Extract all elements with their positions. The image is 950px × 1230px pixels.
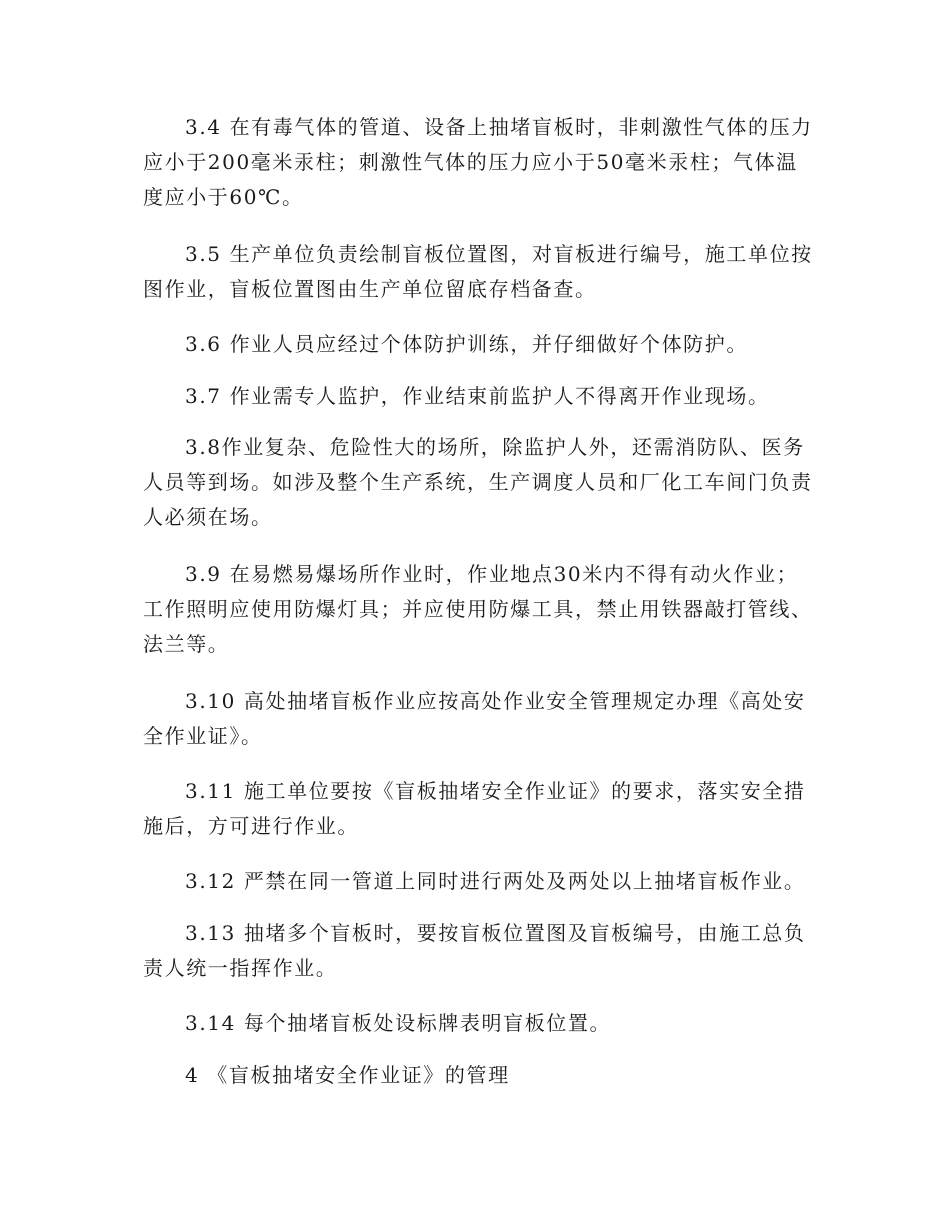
paragraph-3-6: 3.6 作业人员应经过个体防护训练，并仔细做好个体防护。 <box>185 332 748 356</box>
paragraph-3-14: 3.14 每个抽堵盲板处设标牌表明盲板位置。 <box>185 1011 612 1035</box>
paragraph-3-10: 3.10 高处抽堵盲板作业应按高处作业安全管理规定办理《高处安全作业证》。 <box>143 689 806 748</box>
paragraph-3-11: 3.11 施工单位要按《盲板抽堵安全作业证》的要求，落实安全措施后，方可进行作业。 <box>143 779 806 838</box>
paragraph-3-5: 3.5 生产单位负责绘制盲板位置图，对盲板进行编号，施工单位按图作业，盲板位置图由生产单位留底存档备查。 <box>143 242 813 301</box>
paragraph-3-12: 3.12 严禁在同一管道上同时进行两处及两处以上抽堵盲板作业。 <box>185 869 806 893</box>
paragraph-3-4: 3.4 在有毒气体的管道、设备上抽堵盲板时，非刺激性气体的压力应小于200毫米汞柱；刺激性气体的压力应小于50毫米汞柱；气体温度应小于60℃。 <box>143 115 813 209</box>
paragraph-3-7: 3.7 作业需专人监护，作业结束前监护人不得离开作业现场。 <box>185 384 770 408</box>
section-heading-4: 4 《盲板抽堵安全作业证》的管理 <box>185 1063 510 1087</box>
paragraph-3-9: 3.9 在易燃易爆场所作业时，作业地点30米内不得有动火作业；工作照明应使用防爆灯具；并应使用防爆工具，禁止用铁器敲打管线、法兰等。 <box>143 562 813 656</box>
paragraph-3-13: 3.13 抽堵多个盲板时，要按盲板位置图及盲板编号，由施工总负责人统一指挥作业。 <box>143 921 806 980</box>
paragraph-3-8: 3.8作业复杂、危险性大的场所，除监护人外，还需消防队、医务人员等到场。如涉及整个生产系统，生产调度人员和厂化工车间门负责人必须在场。 <box>143 435 813 529</box>
